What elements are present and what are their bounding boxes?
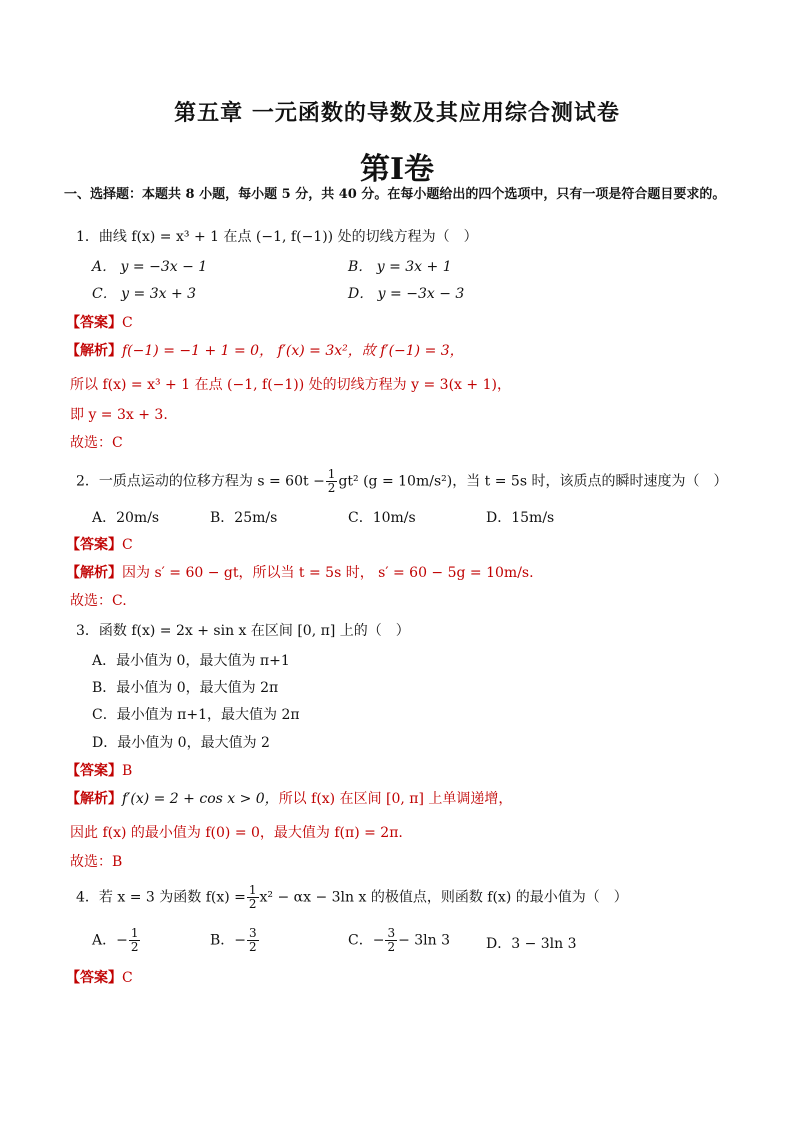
analysis-label: 【解析】 <box>66 343 122 359</box>
answer-label: 【答案】 <box>66 763 122 779</box>
q2-option-b: B．25m/s <box>210 510 278 526</box>
q4-option-d: D．3 − 3ln 3 <box>486 936 577 952</box>
q1-choice: 故选：C <box>70 435 123 451</box>
q2-frac-den: 2 <box>327 481 336 495</box>
answer-label: 【答案】 <box>66 537 122 553</box>
analysis-label: 【解析】 <box>66 565 122 581</box>
q3-analysis-a: f′(x) = 2 + cos x > 0， <box>122 791 279 807</box>
answer-label: 【答案】 <box>66 315 122 331</box>
q4-option-a-frac <box>129 927 141 954</box>
q3-answer-row <box>66 760 132 780</box>
frac-den: 2 <box>130 940 139 954</box>
q1-analysis-row <box>66 340 464 360</box>
q3-answer: B <box>122 763 133 779</box>
q1-answer: C <box>122 315 133 331</box>
frac-num: 3 <box>387 926 396 940</box>
q1-analysis: f(−1) = −1 + 1 = 0， f′(x) = 3x²，故 f′(−1) = 3， <box>122 343 464 359</box>
analysis-label: 【解析】 <box>66 791 122 807</box>
q2-option-a: A．20m/s <box>92 510 160 526</box>
q4-option-b-prefix: B．− <box>210 932 247 949</box>
q4-option-b-frac <box>247 927 259 954</box>
q4-fraction <box>247 884 259 911</box>
frac-num: 3 <box>249 926 257 940</box>
q2-stem <box>76 468 727 495</box>
q4-answer: C <box>122 970 133 986</box>
q1-analysis-line: 即 y = 3x + 3. <box>70 407 168 423</box>
q1-analysis-line: 所以 f(x) = x³ + 1 在点 (−1, f(−1)) 处的切线方程为 y = 3(x + 1)， <box>70 377 511 393</box>
q3-option-b: B．最小值为 0，最大值为 2π <box>92 680 279 696</box>
section-instructions: 一、选择题：本题共 8 小题，每小题 5 分，共 40 分。在每小题给出的四个选项中，只有一项是符合题目要求的。 <box>64 187 726 202</box>
q2-answer-row <box>66 534 133 554</box>
q2-analysis: 因为 s′ = 60 − gt，所以当 t = 5s 时， s′ = 60 − 5g = 10m/s. <box>122 565 534 581</box>
q4-stem-part: 4．若 x = 3 为函数 f(x) = <box>76 889 246 906</box>
q2-frac-num: 1 <box>327 467 336 481</box>
q4-option-c <box>348 927 450 954</box>
q4-option-b <box>210 927 260 954</box>
frac-den: 2 <box>387 940 396 954</box>
q1-option-a: A． y = −3x − 1 <box>92 259 208 275</box>
q2-stem-part: gt² (g = 10m/s²)，当 t = 5s 时，该质点的瞬时速度为（ ） <box>338 473 728 490</box>
q3-analysis-b: 所以 f(x) 在区间 [0, π] 上单调递增， <box>278 791 513 807</box>
q4-option-a <box>92 927 141 954</box>
q2-option-c: C．10m/s <box>348 510 416 526</box>
q1-option-d: D． y = −3x − 3 <box>348 286 465 302</box>
volume-heading: 第Ⅰ卷 <box>359 152 435 187</box>
q4-stem <box>76 884 628 911</box>
q3-option-c: C．最小值为 π+1，最大值为 2π <box>92 707 300 723</box>
q1-stem: 1．曲线 f(x) = x³ + 1 在点 (−1, f(−1)) 处的切线方程为（ ） <box>76 229 478 245</box>
q4-frac-den: 2 <box>248 897 257 911</box>
frac-den: 2 <box>249 940 257 954</box>
q1-option-b: B． y = 3x + 1 <box>348 259 452 275</box>
q2-stem-part: 2．一质点运动的位移方程为 s = 60t − <box>76 473 325 490</box>
q4-stem-part: x² − αx − 3ln x 的极值点，则函数 f(x) 的最小值为（ ） <box>259 889 628 906</box>
q4-option-a-prefix: A．− <box>92 932 128 949</box>
frac-num: 1 <box>130 926 139 940</box>
q4-option-c-frac <box>385 927 397 954</box>
answer-label: 【答案】 <box>66 970 122 986</box>
q1-answer-row <box>66 312 133 332</box>
q2-answer: C <box>122 537 133 553</box>
q3-analysis-line: 因此 f(x) 的最小值为 f(0) = 0，最大值为 f(π) = 2π. <box>70 825 403 841</box>
q4-frac-num: 1 <box>248 883 257 897</box>
q2-choice: 故选：C. <box>70 593 127 609</box>
q3-choice: 故选：B <box>70 854 123 870</box>
q1-option-c: C． y = 3x + 3 <box>92 286 197 302</box>
q3-analysis-row <box>66 788 512 808</box>
q2-fraction <box>326 468 338 495</box>
q3-option-d: D．最小值为 0，最大值为 2 <box>92 735 270 751</box>
q2-analysis-row <box>66 562 534 582</box>
q4-option-c-suffix: − 3ln 3 <box>398 932 451 949</box>
q4-answer-row <box>66 967 133 987</box>
q2-option-d: D．15m/s <box>486 510 555 526</box>
q4-option-c-prefix: C．− <box>348 932 385 949</box>
q3-stem: 3．函数 f(x) = 2x + sin x 在区间 [0, π] 上的（ ） <box>76 623 410 639</box>
q3-option-a: A．最小值为 0，最大值为 π+1 <box>92 653 290 669</box>
document-title: 第五章 一元函数的导数及其应用综合测试卷 <box>174 100 620 126</box>
